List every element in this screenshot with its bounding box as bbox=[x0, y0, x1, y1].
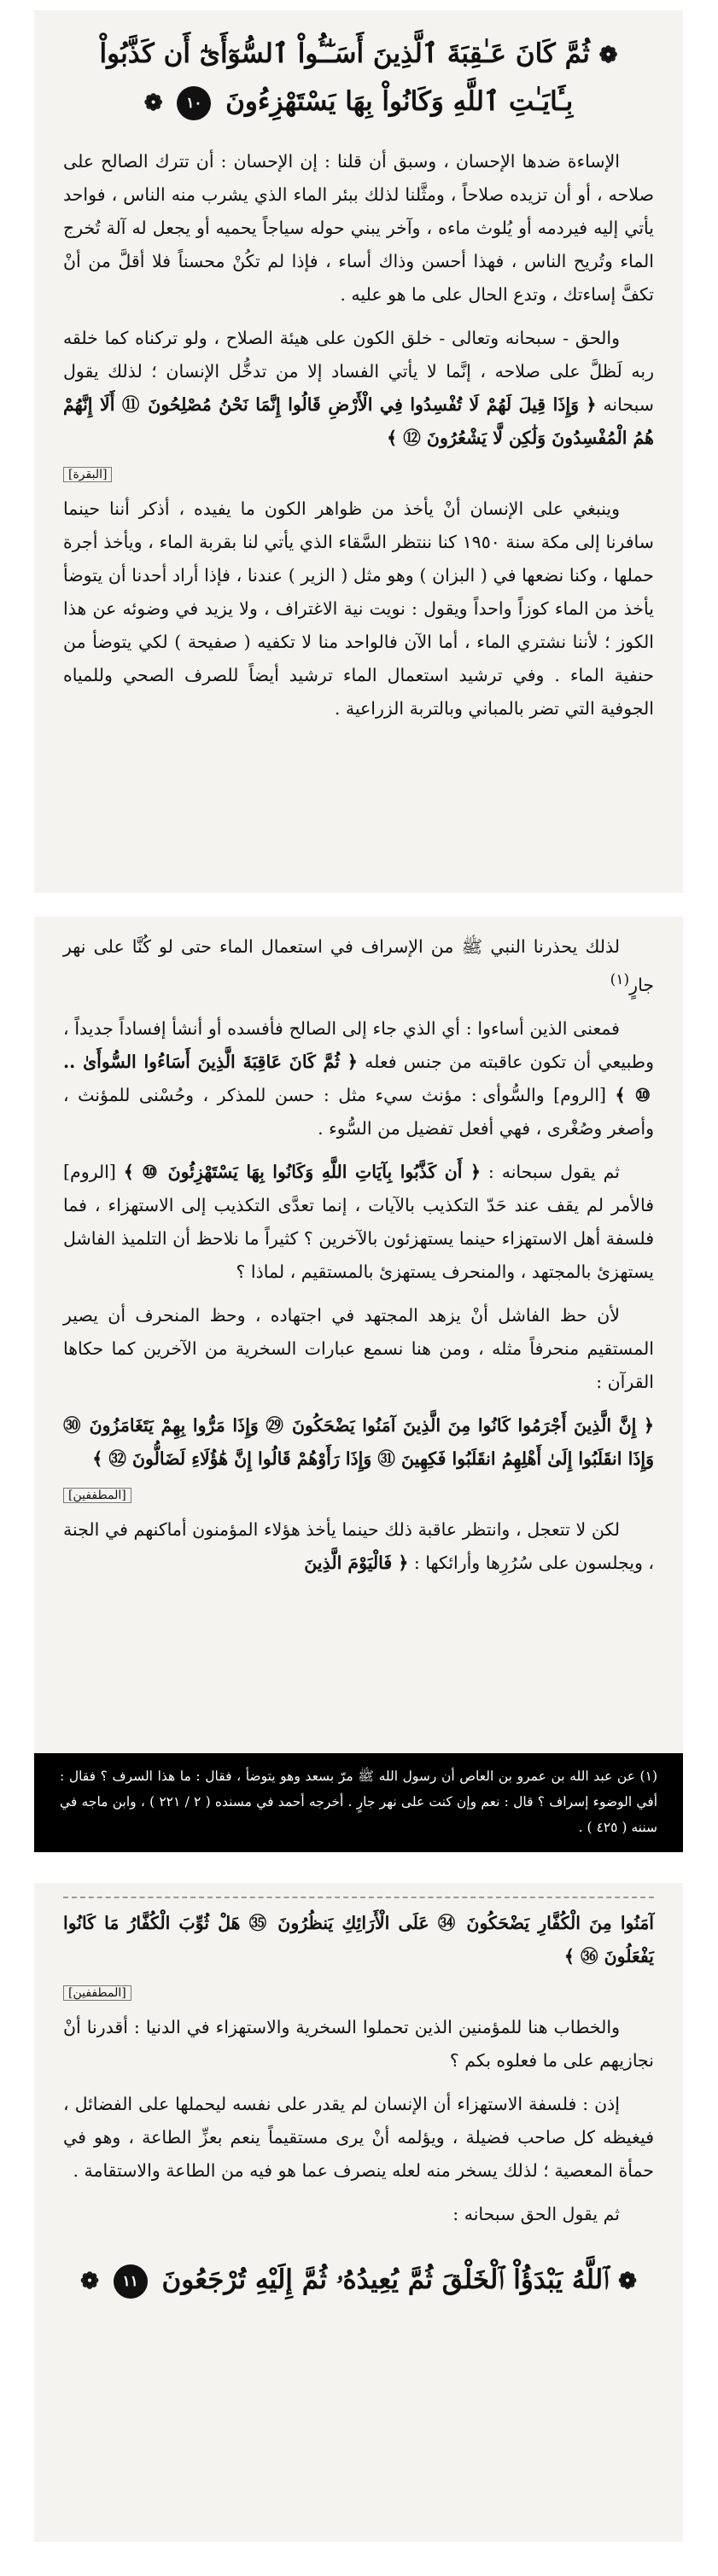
divider bbox=[63, 1897, 654, 1898]
verse-line-1: ثُمَّ كَانَ عَـٰقِبَةَ ٱلَّذِينَ أَسَـٰٓـُٔواْ ٱلسُّوٓأَىٰٓ أَن كَذَّبُواْ bbox=[99, 38, 590, 69]
surah-reference: [البقرة] bbox=[63, 465, 654, 484]
ornament-icon: ❁ bbox=[618, 2269, 637, 2294]
paragraph bbox=[63, 930, 654, 1002]
ornament-icon: ❁ bbox=[598, 43, 618, 68]
paragraph-text: فالأمر لم يقف عند حَدّ التكذيب بالآيات ، إنما تعدَّى التكذيب إلى الاستهزاء ، فما فلسفة أهل الاستهزاء حينما يستهزئون بالآخرين ؟ كثيراً ما نلاحظ أن التلميذ الفاشل يستهزئ بالمجتهد ، والمنحرف يستهزئ بالمستقيم ، لماذا ؟ bbox=[63, 1194, 654, 1282]
paragraph-text: والسُّوأى : مؤنث سيء مثل : حسن للمذكر ، وحُسْنى للمؤنث ، وأصغر وصُغْرى ، فهي أفعل تفضيل من السُّوء . bbox=[63, 1084, 654, 1139]
page-1 bbox=[34, 10, 683, 893]
quran-quote: ﴿ وَإِذَا قِيلَ لَهُمْ لَا تُفْسِدُوا فِي الْأَرْضِ قَالُوا إِنَّمَا نَحْنُ مُصْلِحُونَ ⑪ أَلَا إِنَّهُمْ هُمُ الْمُفْسِدُونَ وَلَٰكِن لَّا يَشْعُرُونَ ⑫ ﴾ bbox=[63, 394, 654, 448]
page-2 bbox=[34, 917, 683, 1852]
paragraph: وينبغي على الإنسان أنْ يأخذ من ظواهر الكون ما يفيده ، أذكر أننا حينما سافرنا إلى مكة سنة ١٩٥٠ كنا ننتظر السَّقاء الذي يأتي لنا بقربة الماء ، ويأخذ أجرة حملها ، وكنا نضعها في ( البزان ) وهو مثل ( الزير ) عندنا ، فإذا أراد أحدنا أن يتوضأ يأخذ من الماء كوزاً واحداً ويقول : نويت نية الاغتراف ، ولا يزيد في وضوئه عن هذا الكوز ؛ لأننا نشتري الماء ، أما الآن فالواحد منا لا تكفيه ( صفيحة ) لكي يتوضأ من حنفية الماء . وفي ترشيد استعمال الماء ترشيد أيضاً للصرف الصحي وللمياه الجوفية التي تضر بالمباني وبالتربة الزراعية . bbox=[63, 498, 654, 719]
paragraph bbox=[63, 1012, 654, 1145]
surah-reference: [الروم] bbox=[553, 1084, 606, 1105]
paragraph bbox=[63, 1513, 654, 1580]
quran-quote: ﴿ ثُمَّ كَانَ عَاقِبَةَ الَّذِينَ أَسَاءُوا السُّوأَىٰ .. ⑩ ﴾ bbox=[63, 1051, 654, 1105]
paragraph-text: فمعنى الذين أساءوا : أي الذي جاء إلى الصالح فأفسده أو أنشأ إفساداً جديداً ، وطبيعي أن تكون عاقبته من جنس فعله bbox=[63, 1017, 654, 1072]
verse-line-2: بِـَٔايَـٰتِ ٱللَّهِ وَكَانُواْ بِهَا يَسْتَهْزِءُونَ bbox=[225, 86, 574, 117]
paragraph-text: والحق - سبحانه وتعالى - خلق الكون على هيئة الصلاح ، ولو تركناه كما خلقه ربه لَظلَّ على صلاحه ، إنَّما لا يأتي الفساد إلا من تدخُّل الإنسان ؛ لذلك يقول سبحانه bbox=[63, 328, 654, 415]
surah-reference: [الروم] bbox=[63, 1161, 116, 1182]
verse-text: ٱللَّهُ يَبْدَؤُاْ ٱلْخَلْقَ ثُمَّ يُعِيدُهُۥ ثُمَّ إِلَيْهِ تُرْجَعُونَ bbox=[161, 2264, 610, 2295]
paragraph: ثم يقول الحق سبحانه : bbox=[452, 2204, 620, 2224]
paragraph-text: لذلك يحذرنا النبي ﷺ من الإسراف في استعمال الماء حتى لو كُنَّا على نهر جارٍ bbox=[63, 936, 654, 995]
paragraph-text: ثم يقول سبحانه : bbox=[487, 1161, 620, 1182]
quran-quote: ﴿ إِنَّ الَّذِينَ أَجْرَمُوا كَانُوا مِنَ الَّذِينَ آمَنُوا يَضْحَكُونَ ㉙ وَإِذَا مَرُّوا بِهِمْ يَتَغَامَزُونَ ㉚ وَإِذَا انقَلَبُوا إِلَىٰ أَهْلِهِمُ انقَلَبُوا فَكِهِينَ ㉛ وَإِذَا رَأَوْهُمْ قَالُوا إِنَّ هَٰؤُلَاءِ لَضَالُّونَ ㉜ ﴾ bbox=[63, 1414, 654, 1469]
footnote: (١) عن عبد الله بن عمرو بن العاص أن رسول الله ﷺ مرّ بسعد وهو يتوضأ ، فقال : ما هذا السرف ؟ فقال : أفي الوضوء إسراف ؟ قال : نعم وإن كنت على نهر جارٍ . أخرجه أحمد في مسنده ( ٢ / ٢٢١ ) ، وابن ماجه في سننه ( ٤٢٥ ) . bbox=[34, 1753, 683, 1852]
paragraph bbox=[63, 1156, 654, 1289]
paragraph-text: لكن لا تتعجل ، وانتظر عاقبة ذلك حينما يأخذ هؤلاء المؤمنون أماكنهم في الجنة ، ويجلسون على سُرُرِها وأرائكها : bbox=[63, 1518, 654, 1573]
surah-reference: [المطففين] bbox=[63, 1984, 654, 2002]
quran-quote: ﴿ أَن كَذَّبُوا بِآيَاتِ اللَّهِ وَكَانُوا بِهَا يَسْتَهْزِئُونَ ⑩ ﴾ bbox=[123, 1161, 482, 1182]
verse-footer bbox=[63, 2257, 654, 2305]
paragraph: والخطاب هنا للمؤمنين الذين تحملوا السخرية والاستهزاء في الدنيا : أقدرنا أنْ نجازيهم على ما فعلوه بكم ؟ bbox=[63, 2017, 654, 2071]
page-3 bbox=[34, 1883, 683, 2542]
quran-quote: آمَنُوا مِنَ الْكُفَّارِ يَضْحَكُونَ ㉞ عَلَى الْأَرَائِكِ يَنظُرُونَ ㉟ هَلْ ثُوِّبَ الْكُفَّارُ مَا كَانُوا يَفْعَلُونَ ㊱ ﴾ bbox=[63, 1913, 654, 1967]
verse-number: ١١ bbox=[114, 2264, 148, 2299]
quran-quote: ﴿ فَالْيَوْمَ الَّذِينَ bbox=[304, 1552, 409, 1573]
ornament-icon: ❁ bbox=[143, 90, 163, 116]
surah-reference: [المطففين] bbox=[63, 1486, 654, 1505]
ornament-icon: ❁ bbox=[80, 2269, 99, 2294]
paragraph: إذن : فلسفة الاستهزاء أن الإنسان لم يقدر على نفسه ليحملها على الفضائل ، فيغيظه كل صاحب فضيلة ، ويؤلمه أنْ يرى مستقيماً ينعم بعزِّ الطاعة ، وهو في حمأة المعصية ؛ لذلك يسخر منه لعله ينصرف عما هو فيه من الطاعة والاستقامة . bbox=[63, 2094, 654, 2181]
paragraph: لأن حظ الفاشل أنْ يزهد المجتهد في اجتهاده ، وحظ المنحرف أن يصير المستقيم منحرفاً مثله ، ومن هنا نسمع عبارات السخرية من الآخرين كما حكاها القرآن : bbox=[63, 1304, 654, 1392]
paragraph: الإساءة ضدها الإحسان ، وسبق أن قلنا : إن الإحسان : أن تترك الصالح على صلاحه ، أو أن تزيده صلاحاً ، ومثَّلنا لذلك ببئر الماء الذي يشرب منه الناس ، فواحد يأتي إليه فيردمه أو يُلوث ماءه ، وآخر يبني حوله سياجاً يحميه أو يجعل له آلة تُخرج الماء وتُريح الناس ، فهذا أحسن وذاك أساء ، فإذا لم تكُنْ محسناً فلا أقلَّ من أنْ تكفَّ إساءتك ، وتدع الحال على ما هو عليه . bbox=[63, 151, 654, 305]
verse-header bbox=[63, 31, 654, 126]
paragraph bbox=[63, 322, 654, 455]
footnote-marker: (١) bbox=[610, 971, 630, 988]
verse-number: ١٠ bbox=[177, 86, 211, 120]
